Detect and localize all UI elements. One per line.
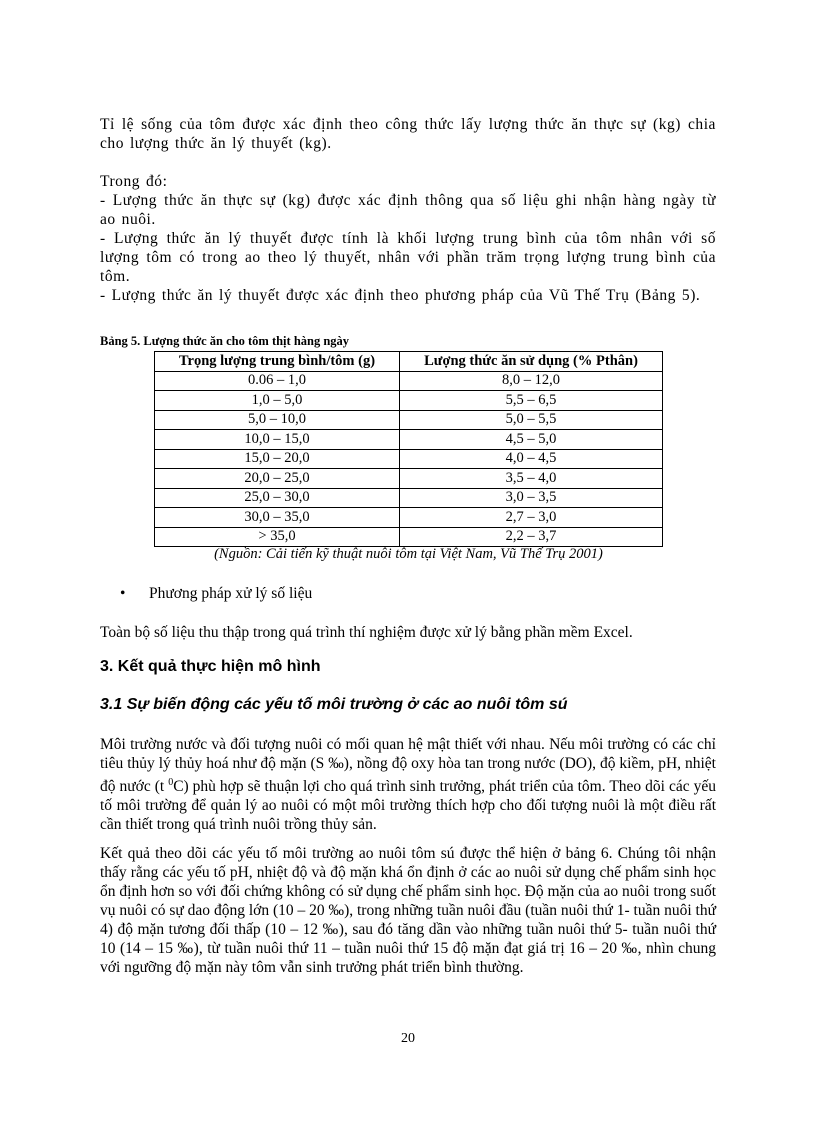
table-row <box>155 391 663 411</box>
section-heading-3: 3. Kết quả thực hiện mô hình <box>100 658 321 675</box>
environment-text-after: C) phù hợp sẽ thuận lợi cho quá trình sinh trưởng, phát triển của tôm. Theo dõi các yếu tố môi trường để quản lý ao nuôi có một môi trường thích hợp cho đối tượng nuôi là một điều rất cần thiết trong quá trình nuôi trồng thủy sản. <box>100 778 716 834</box>
cell-feed: 8,0 – 12,0 <box>400 371 663 391</box>
table-row <box>155 371 663 391</box>
table-row <box>155 449 663 469</box>
cell-feed: 5,0 – 5,5 <box>400 410 663 430</box>
header-feed-percent: Lượng thức ăn sử dụng (% Pthân) <box>400 352 663 372</box>
paragraph-results: Kết quả theo dõi các yếu tố môi trường ao nuôi tôm sú được thể hiện ở bảng 6. Chúng tôi nhận thấy rằng các yếu tố pH, nhiệt độ và độ mặn khá ổn định ở các ao nuôi sử dụng chế phẩm sinh học ổn định hơn so với đối chứng không có sử dụng chế phẩm sinh học. Độ mặn của ao nuôi trong suốt vụ nuôi có sự dao động lớn (10 – 20 ‰), trong những tuần nuôi đầu (tuần nuôi thứ 1- tuần nuôi thứ 4) độ mặn tương đối thấp (10 – 12 ‰), sau đó tăng dần vào những tuần nuôi thứ 5- tuần nuôi thứ 10 (14 – 15 ‰), từ tuần nuôi thứ 11 – tuần nuôi thứ 15 độ mặn đạt giá trị 16 – 20 ‰, nhìn chung với ngưỡng độ mặn này tôm vẫn sinh trưởng phát triển bình thường. <box>100 845 716 976</box>
cell-weight: 20,0 – 25,0 <box>155 469 400 489</box>
table-row <box>155 488 663 508</box>
definition-actual-feed: - Lượng thức ăn thực sự (kg) được xác định thông qua số liệu ghi nhận hàng ngày từ ao nuôi. <box>100 192 716 228</box>
table-row <box>155 527 663 547</box>
definition-theoretical-feed: - Lượng thức ăn lý thuyết được tính là khối lượng trung bình của tôm nhân với số lượng tôm có trong ao theo lý thuyết, nhân với phần trăm trọng lượng trung bình của tôm. <box>100 230 716 285</box>
cell-weight: 15,0 – 20,0 <box>155 449 400 469</box>
header-weight: Trọng lượng trung bình/tôm (g) <box>155 352 400 372</box>
cell-weight: 1,0 – 5,0 <box>155 391 400 411</box>
paragraph-excel: Toàn bộ số liệu thu thập trong quá trình thí nghiệm được xử lý bằng phần mềm Excel. <box>100 624 633 641</box>
definition-method: - Lượng thức ăn lý thuyết được xác định theo phương pháp của Vũ Thế Trụ (Bảng 5). <box>100 287 701 304</box>
table-source: (Nguồn: Cải tiến kỹ thuật nuôi tôm tại Việt Nam, Vũ Thế Trụ 2001) <box>214 546 603 562</box>
section-heading-3-1: 3.1 Sự biến động các yếu tố môi trường ở các ao nuôi tôm sú <box>100 696 568 713</box>
paragraph-survival-rate: Tỉ lệ sống của tôm được xác định theo công thức lấy lượng thức ăn thực sự (kg) chia cho lượng thức ăn lý thuyết (kg). <box>100 116 716 152</box>
cell-weight: 10,0 – 15,0 <box>155 430 400 450</box>
cell-feed: 2,7 – 3,0 <box>400 508 663 528</box>
cell-weight: 25,0 – 30,0 <box>155 488 400 508</box>
table-row <box>155 508 663 528</box>
table-row <box>155 410 663 430</box>
bullet-item <box>120 585 312 603</box>
page-number: 20 <box>401 1031 415 1046</box>
bullet-text: Phương pháp xử lý số liệu <box>149 585 313 602</box>
cell-feed: 2,2 – 3,7 <box>400 527 663 547</box>
degree-superscript: 0 <box>168 777 174 788</box>
table-header-row <box>155 352 663 372</box>
cell-feed: 4,0 – 4,5 <box>400 449 663 469</box>
table-row <box>155 430 663 450</box>
cell-weight: 30,0 – 35,0 <box>155 508 400 528</box>
cell-weight: 5,0 – 10,0 <box>155 410 400 430</box>
paragraph-definitions <box>100 172 716 305</box>
cell-feed: 5,5 – 6,5 <box>400 391 663 411</box>
cell-feed: 3,0 – 3,5 <box>400 488 663 508</box>
cell-feed: 4,5 – 5,0 <box>400 430 663 450</box>
cell-weight: > 35,0 <box>155 527 400 547</box>
environment-text-before: Môi trường nước và đối tượng nuôi có mối quan hệ mật thiết với nhau. Nếu môi trường có các chỉ tiêu thủy lý thủy hoá như độ mặn (S ‰), nồng độ oxy hòa tan trong nước (DO), độ kiềm, pH, nhiệt độ nước (t <box>100 736 716 796</box>
paragraph-environment <box>100 735 716 834</box>
cell-weight: 0.06 – 1,0 <box>155 371 400 391</box>
feed-table <box>154 351 663 547</box>
table-row <box>155 469 663 489</box>
bullet-icon: • <box>120 585 126 602</box>
definitions-title: Trong đó: <box>100 173 168 190</box>
table-caption: Bảng 5. Lượng thức ăn cho tôm thịt hàng ngày <box>100 334 350 348</box>
cell-feed: 3,5 – 4,0 <box>400 469 663 489</box>
